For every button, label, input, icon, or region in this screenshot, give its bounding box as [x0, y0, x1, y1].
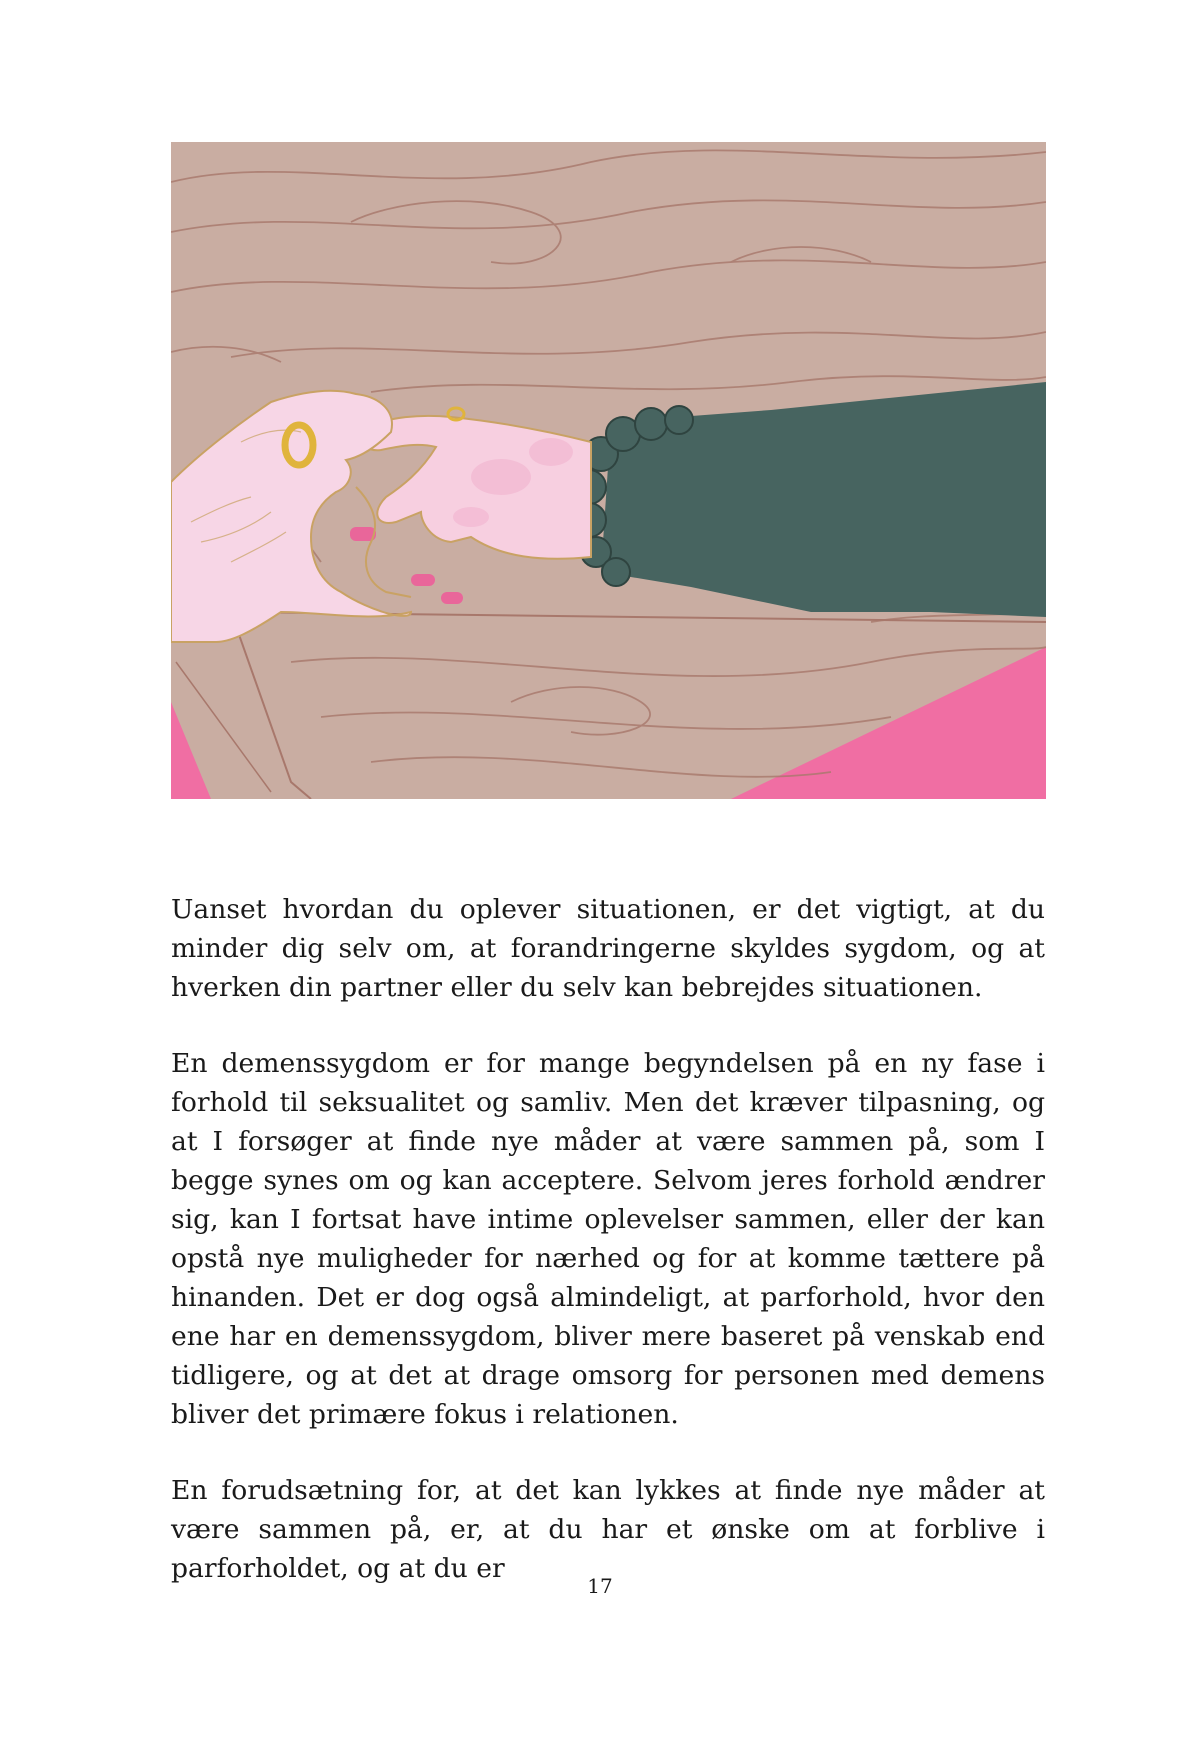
body-text [171, 890, 1045, 1625]
paragraph: En forudsætning for, at det kan lykkes at finde nye måder at være sammen på, er, at du har et ønske om at forblive i parforholdet, og at du er [171, 1475, 1045, 1584]
paragraph: En demenssygdom er for mange begyndelsen på en ny fase i forhold til seksualitet og samliv. Men det kræver tilpasning, og at I forsøger at finde nye måder at være sammen på, som I begge synes om og kan acceptere. Selvom jeres forhold ændrer sig, kan I fortsat have intime oplevelser sammen, eller der kan opstå nye muligheder for nærhed og for at komme tættere på hinanden. Det er dog også almindeligt, at parforhold, hvor den ene har en demenssygdom, bliver mere baseret på venskab end tidligere, og at det at drage omsorg for personen med demens bliver det primære fokus i relationen. [171, 1048, 1045, 1430]
fingernail [441, 592, 463, 604]
holding-hands-illustration [171, 142, 1046, 799]
paragraph: Uanset hvordan du oplever situationen, er det vigtigt, at du minder dig selv om, at forandringerne skyldes sygdom, og at hverken din partner eller du selv kan bebrejdes situationen. [171, 894, 1045, 1003]
page-number: 17 [587, 1574, 613, 1598]
fingernail [411, 574, 435, 586]
